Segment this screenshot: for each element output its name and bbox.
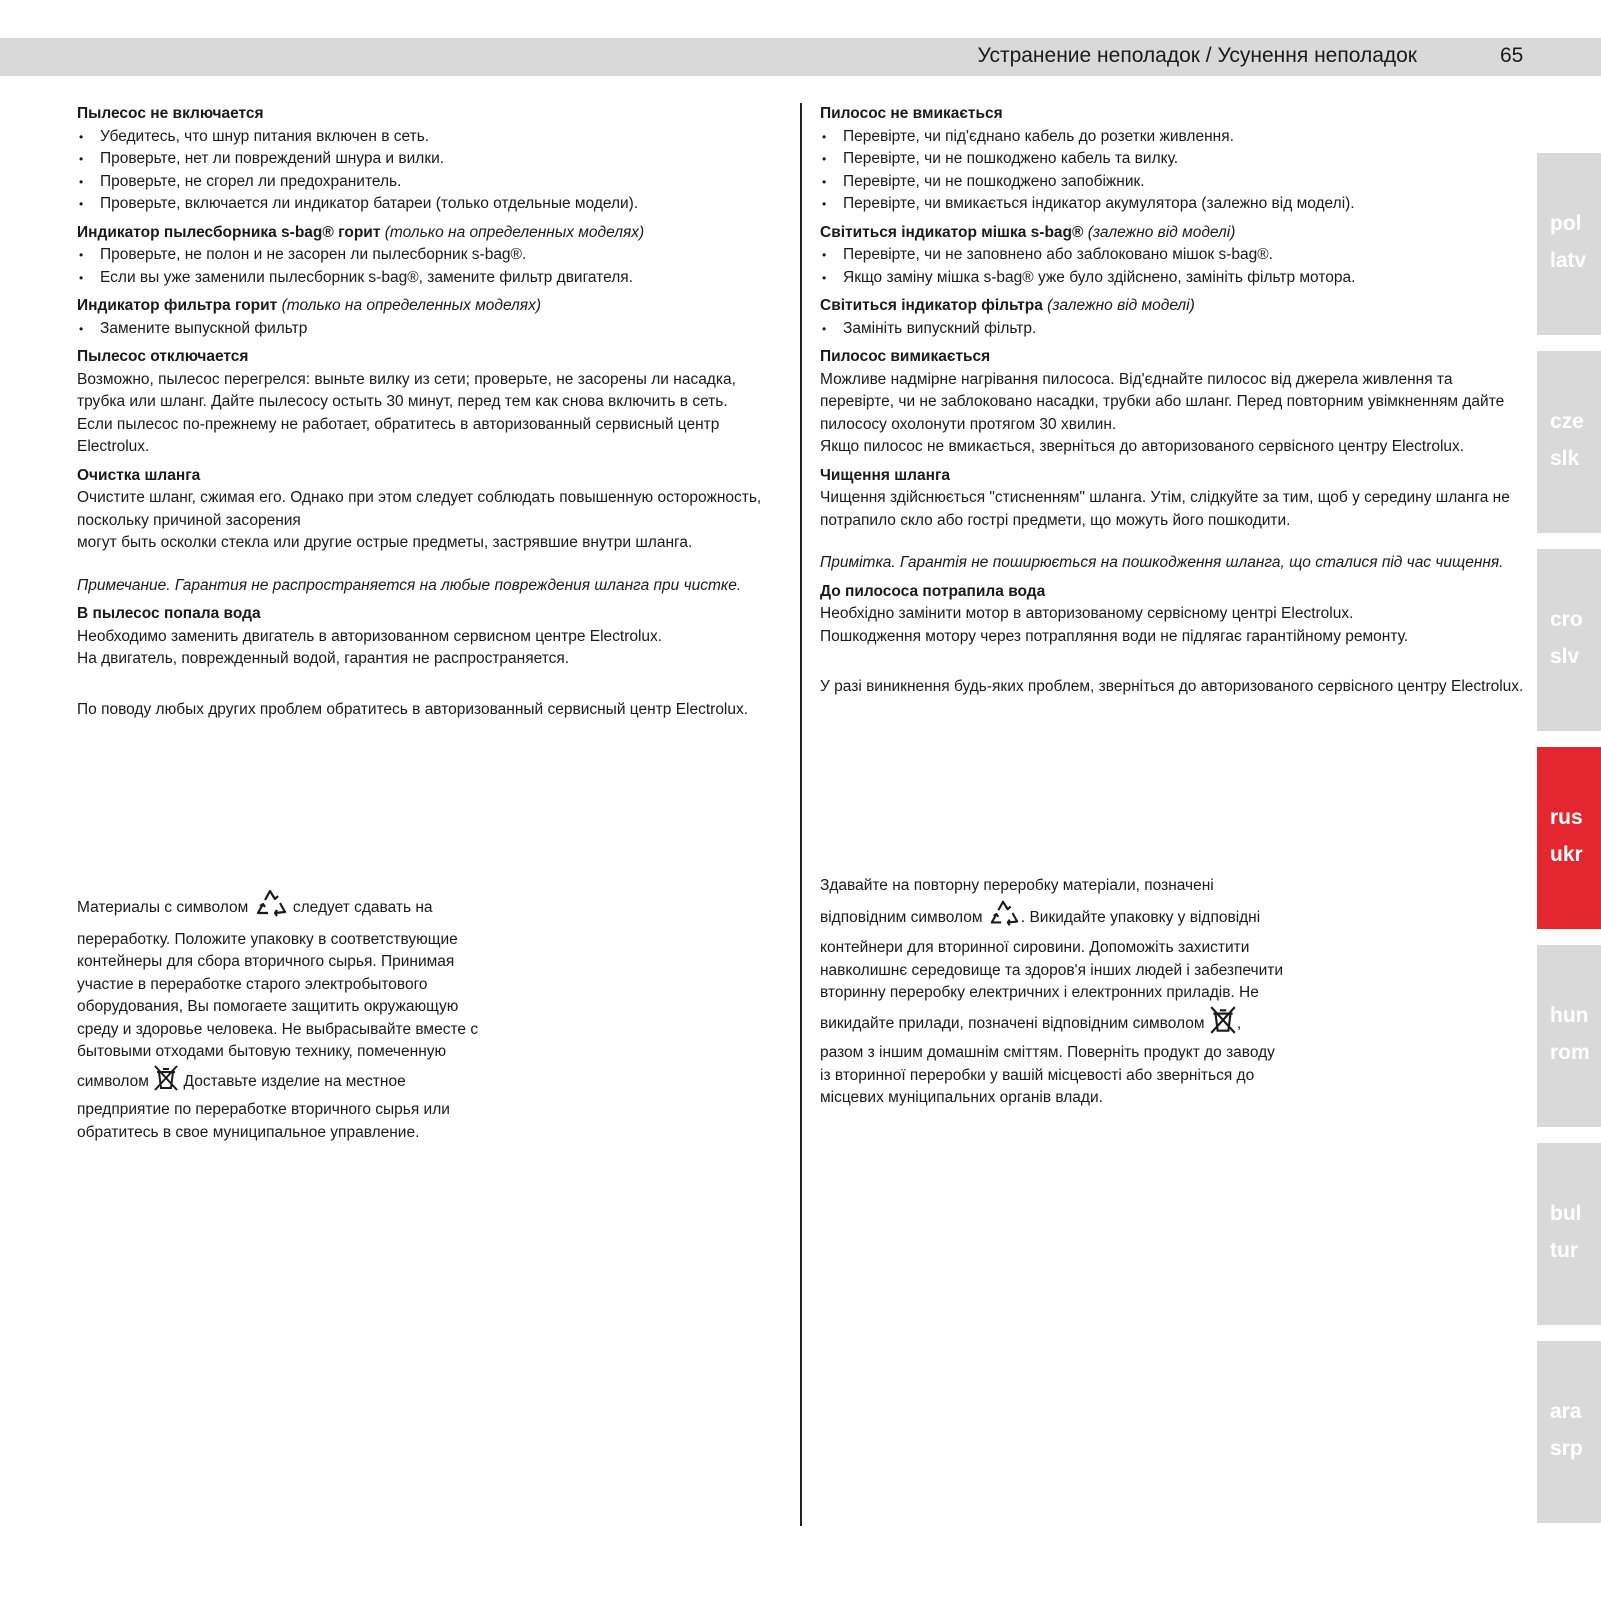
- paragraph: Пошкодження мотору через потрапляння води не підлягає гарантійному ремонту.: [820, 627, 1409, 645]
- section-not-switching-on: [820, 103, 1530, 216]
- section-title-text: Индикатор фильтра горит: [77, 297, 278, 314]
- section-bag-indicator: [77, 222, 787, 290]
- tab-bul-tur[interactable]: [1537, 1143, 1601, 1325]
- recycling-notice-ukrainian: [820, 875, 1285, 1110]
- recycle-text: следует сдавать на переработку. Положите упаковку в соответствующие контейнеры для сбора вторичного сырья. Принимая участие в переработке старого электробытового оборудования, Вы помогаете защитить окружающую среду и здоровье человека. Не выбрасывайте вместе с бытовыми отходами бытовую технику, помеченную символом: [77, 898, 479, 1090]
- section-title-text: Индикатор пылесборника s-bag® горит: [77, 223, 381, 241]
- bullet-list: [820, 126, 1530, 216]
- recycle-text: Здавайте на повторну переробку матеріали, позначені відповідним символом: [820, 877, 1214, 926]
- list-item: • Проверьте, нет ли повреждений шнура и вилки.: [77, 148, 787, 171]
- section-water-ingress: [820, 581, 1530, 649]
- paragraph: Очистите шланг, сжимая его. Однако при этом следует соблюдать повышенную осторожность, поскольку причиной засорения: [77, 489, 762, 529]
- paragraph: Можливе надмірне нагрівання пилососа. Від'єднайте пилосос від джерела живлення та перевірте, чи не заблоковано насадки, трубки або шланг. Перед повторним увімкненням дайте пилососу охолонути протягом 30 хвилин.: [820, 370, 1505, 433]
- section-title: [820, 295, 1530, 318]
- section-title: До пилососа потрапила вода: [820, 582, 1046, 600]
- section-water-ingress: [77, 603, 787, 671]
- bullet-list: [820, 244, 1530, 289]
- page-number: 65: [1500, 44, 1524, 67]
- paragraph: Необходимо заменить двигатель в авторизованном сервисном центре Electrolux.: [77, 627, 663, 645]
- section-title: [77, 222, 787, 245]
- list-item: • Замените выпускной фильтр: [77, 318, 787, 341]
- section-title: [820, 222, 1530, 245]
- list-item: • Замініть випускний фільтр.: [820, 318, 1530, 341]
- list-item: • Перевірте, чи під'єднано кабель до розетки живлення.: [820, 126, 1530, 149]
- warranty-note: Примечание. Гарантия не распространяется на любые повреждения шланга при чистке.: [77, 576, 742, 594]
- tab-label: cro: [1550, 608, 1583, 631]
- tab-rus-ukr[interactable]: [1537, 747, 1601, 929]
- tab-label: rom: [1550, 1041, 1590, 1064]
- section-title: [77, 295, 787, 318]
- tab-pol-latv[interactable]: [1537, 153, 1601, 335]
- section-bag-indicator: [820, 222, 1530, 290]
- bullet-list: [77, 126, 787, 216]
- recycle-icon: [987, 898, 1021, 938]
- tab-cze-slk[interactable]: [1537, 351, 1601, 533]
- crossed-bin-icon: [153, 1064, 179, 1100]
- list-item: • Убедитесь, что шнур питания включен в сеть.: [77, 126, 787, 149]
- tab-label: latv: [1550, 249, 1587, 272]
- section-title: Пылесос не включается: [77, 105, 264, 122]
- section-title: Пилосос вимикається: [820, 348, 991, 365]
- crossed-bin-icon: [1209, 1005, 1237, 1043]
- tab-label: bul: [1550, 1202, 1582, 1225]
- paragraph: Чищення здійснюється "стисненням" шланга. Утім, слідкуйте за тим, щоб у середину шланга не потрапило скло або гострі предмети, що можуть його пошкодити.: [820, 489, 1510, 529]
- section-title: Очистка шланга: [77, 466, 201, 484]
- tab-label: pol: [1550, 212, 1582, 235]
- tab-ara-srp[interactable]: [1537, 1341, 1601, 1523]
- list-item: • Перевірте, чи не пошкоджено кабель та вилку.: [820, 148, 1530, 171]
- recycle-text: , разом з іншим домашнім сміттям. Поверніть продукт до заводу із вторинної переробки у вашій місцевості або зверніться до місцевих муніципальних органів влади.: [820, 1014, 1275, 1106]
- list-item: • Перевірте, чи не пошкоджено запобіжник.: [820, 171, 1530, 194]
- closing-paragraph: У разі виникнення будь-яких проблем, зверніться до авторизованого сервісного центру Electrolux.: [820, 678, 1524, 695]
- left-column-russian: [77, 103, 787, 721]
- tab-label: hun: [1550, 1004, 1589, 1027]
- section-not-switching-on: [77, 103, 787, 216]
- list-item: • Якщо заміну мішка s-bag® уже було здійснено, замініть фільтр мотора.: [820, 267, 1530, 290]
- list-item: • Перевірте, чи не заповнено або заблоковано мішок s-bag®.: [820, 244, 1530, 267]
- section-qualifier: (залежно від моделі): [1087, 223, 1236, 241]
- paragraph: На двигатель, поврежденный водой, гарантия не распространяется.: [77, 650, 570, 667]
- right-column-ukrainian: [820, 103, 1530, 699]
- page-title: Устранение неполадок / Усунення неполадок: [977, 44, 1417, 67]
- tab-label: ukr: [1550, 843, 1583, 866]
- recycle-text: Доставьте изделие на местное предприятие по переработке вторичного сырья или обратитесь в свое муниципальное управление.: [77, 1072, 450, 1141]
- section-title: Пилосос не вмикається: [820, 105, 1003, 122]
- section-switches-off: [820, 346, 1530, 459]
- tab-hun-rom[interactable]: [1537, 945, 1601, 1127]
- tab-label: slk: [1550, 447, 1580, 470]
- tab-cro-slv[interactable]: [1537, 549, 1601, 731]
- bullet-list: [77, 318, 787, 341]
- section-hose-cleaning: [77, 465, 787, 555]
- section-qualifier: (только на определенных моделях): [384, 223, 645, 241]
- list-item: • Перевірте, чи вмикається індикатор акумулятора (залежно від моделі).: [820, 193, 1530, 216]
- recycle-icon: [253, 887, 289, 929]
- section-qualifier: (залежно від моделі): [1047, 297, 1195, 314]
- section-filter-indicator: [820, 295, 1530, 340]
- section-title: Пылесос отключается: [77, 348, 249, 365]
- tab-label: srp: [1550, 1437, 1583, 1460]
- section-title-text: Світиться індикатор мішка s-bag®: [820, 223, 1084, 241]
- recycling-notice-russian: [77, 887, 497, 1144]
- column-divider: [800, 103, 802, 1526]
- tab-label: rus: [1550, 806, 1583, 829]
- tab-label: cze: [1550, 410, 1584, 433]
- recycle-text: Материалы с символом: [77, 898, 249, 916]
- warranty-note: Примітка. Гарантія не поширюється на пошкодження шланга, що сталися під час чищення.: [820, 554, 1504, 571]
- bullet-list: [820, 318, 1530, 341]
- tab-label: ara: [1550, 1400, 1582, 1423]
- paragraph: могут быть осколки стекла или другие острые предметы, застрявшие внутри шланга.: [77, 534, 693, 551]
- bullet-list: [77, 244, 787, 289]
- section-filter-indicator: [77, 295, 787, 340]
- tab-label: tur: [1550, 1239, 1578, 1262]
- paragraph: Необхідно замінити мотор в авторизованому сервісному центрі Electrolux.: [820, 605, 1354, 622]
- section-title-text: Світиться індикатор фільтра: [820, 297, 1043, 314]
- closing-paragraph: По поводу любых других проблем обратитесь в авторизованный сервисный центр Electrolux.: [77, 700, 749, 718]
- paragraph: Возможно, пылесос перегрелся: выньте вилку из сети; проверьте, не засорены ли насадка, трубка или шланг. Дайте пылесосу остыть 30 минут, перед тем как снова включить в сеть.: [77, 370, 736, 410]
- list-item: • Проверьте, не сгорел ли предохранитель.: [77, 171, 787, 194]
- section-title: Чищення шланга: [820, 466, 951, 484]
- paragraph: Якщо пилосос не вмикається, зверніться до авторизованого сервісного центру Electrolux.: [820, 438, 1465, 455]
- list-item: • Если вы уже заменили пылесборник s-bag®, замените фильтр двигателя.: [77, 267, 787, 290]
- section-hose-cleaning: [820, 465, 1530, 533]
- section-title: В пылесос попала вода: [77, 605, 261, 622]
- section-switches-off: [77, 346, 787, 459]
- tab-label: slv: [1550, 645, 1580, 668]
- recycle-text: . Викидайте упаковку у відповідні контейнери для вторинної сировини. Допоможіть захистити навколишнє середовище та здоров'я інших людей і забезпечити вторинну переробку електричних і електронних приладів. Не викидайте прилади, позначені відповідним символом: [820, 908, 1283, 1032]
- paragraph: Если пылесос по-прежнему не работает, обратитесь в авторизованный сервисный центр Electrolux.: [77, 415, 720, 455]
- list-item: • Проверьте, не полон и не засорен ли пылесборник s-bag®.: [77, 244, 787, 267]
- section-qualifier: (только на определенных моделях): [281, 297, 541, 314]
- list-item: • Проверьте, включается ли индикатор батареи (только отдельные модели).: [77, 193, 787, 216]
